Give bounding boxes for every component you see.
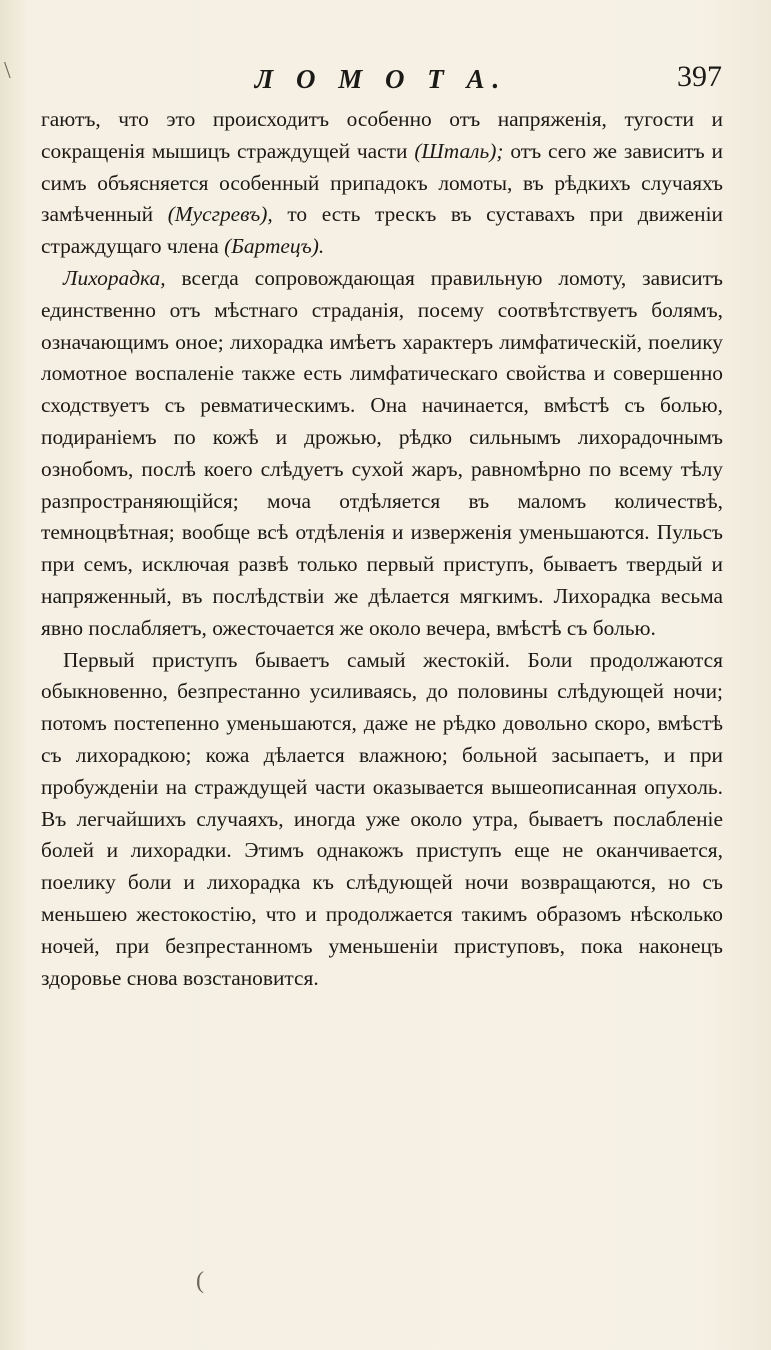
text-run: Первый приступъ бываетъ самый жестокій. Боли продолжаются обыкновенно, безпрестанно усиливаясь, до половины слѣдующей ночи; потомъ постепенно уменьшаются, даже не рѣдко довольно скоро, вмѣстѣ съ лихорадкою; кожа дѣлается влажною; больной засыпаетъ, и при пробужденіи на страждущей части оказывается вышеописанная опухоль. Въ легчайшихъ случаяхъ, иногда уже около утра, бываетъ послабленіе болей и лихорадки. Этимъ однакожъ приступъ еще не оканчивается, поелику боли и лихорадка къ слѣдующей ночи возвращаются, но съ меньшею жестокостію, что и продолжается такимъ образомъ нѣсколько ночей, при безпрестанномъ уменьшеніи приступовъ, пока наконецъ здоровье снова возстановится. — [41, 647, 723, 990]
citation-barthez: (Бартецъ). — [224, 234, 325, 259]
text-run: отъ сего же зависитъ и симъ объясняется особенный припадокъ ломоты, въ рѣдкихъ случаяхъ замѣченный — [41, 138, 724, 227]
citation-musgrave: (Мусгревъ), — [167, 202, 273, 227]
running-title: Л О М О Т А. — [254, 64, 508, 94]
margin-mark: \ — [4, 58, 11, 84]
page-header — [40, 58, 722, 98]
text-run: то есть трескъ въ суставахъ при движеніи страждущаго члена — [41, 202, 723, 259]
citation-shtal: (Шталь); — [414, 138, 504, 163]
paragraph — [41, 104, 723, 263]
term-likhoradka: Лихорадка, — [63, 265, 166, 290]
text-run: гаютъ, что это происходитъ особенно отъ напряженія, тугости и сокращенія мышицъ страждущей части — [41, 107, 723, 163]
paragraph — [41, 263, 723, 645]
page-number: 397 — [677, 60, 722, 93]
paragraph — [41, 645, 723, 995]
body-text — [41, 104, 723, 994]
text-run: всегда сопровождающая правильную ломоту, зависитъ единственно отъ мѣстнаго страданія, посему соотвѣтствуетъ болямъ, означающимъ оное; лихорадка имѣетъ характеръ лимфатическій, поелику ломотное воспаленіе также есть лимфатическаго свойства и совершенно сходствуетъ съ ревматическимъ. Она начинается, вмѣстѣ съ болью, подираніемъ по кожѣ и дрожью, рѣдко сильнымъ лихорадочнымъ ознобомъ, послѣ коего слѣдуетъ сухой жаръ, равномѣрно по всему тѣлу разпространяющійся; моча отдѣляется въ маломъ количествѣ, темноцвѣтная; вообще всѣ отдѣленія и изверженія уменьшаются. Пульсъ при семъ, исключая развѣ только первый приступъ, бываетъ твердый и напряженный, въ послѣдствіи же дѣлается мягкимъ. Лихорадка весьма явно послабляетъ, ожесточается же около вечера, вмѣстѣ съ болью. — [41, 265, 723, 640]
margin-mark: ( — [196, 1268, 204, 1294]
